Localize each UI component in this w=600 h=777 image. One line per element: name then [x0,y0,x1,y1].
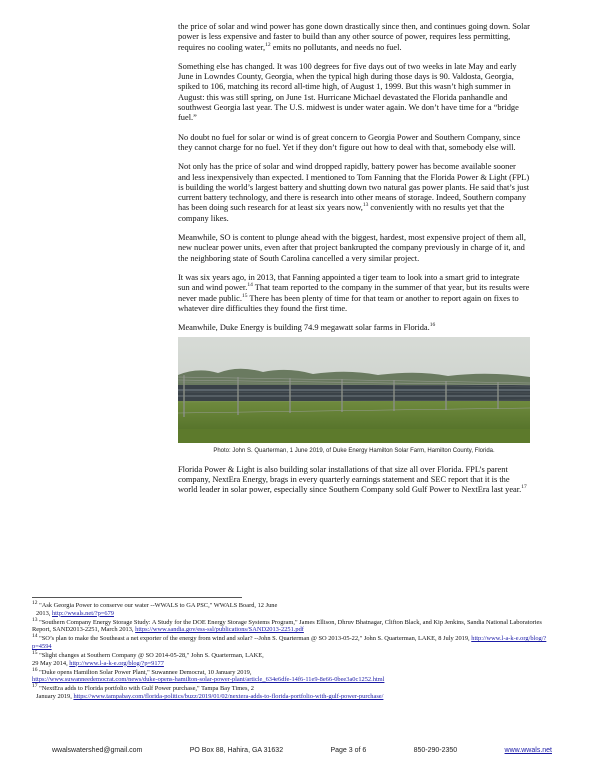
footnote-ref-12[interactable]: 12 [265,41,271,48]
footnote-number: 17 [32,683,38,690]
footnote-link[interactable]: https://www.tampabay.com/florida-politics/buzz/2019/01/02/nextera-adds-to-florida-portfolio-with-gulf-power-purchase/ [73,693,384,701]
paragraph-3: No doubt no fuel for solar or wind is of great concern to Georgia Power and Southern Company, since they cannot charge for no fuel. Yet if they don’t figure out how to deal with that, somebody else will. [178,132,521,152]
footnotes [32,599,562,702]
paragraph-2: Something else has changed. It was 100 degrees for five days out of two weeks in late May and early June in Lowndes County, Georgia, when the typical high during those days is 90. Valdosta, Georgia, spiked to 106, matching its record all-time high, of August 1, 1999. But this wasn’t high summer in August: this was still spring, on June 1st. Hurricane Michael devastated the Florida panhandle and southwest Georgia last year. The U.S. midwest is under water again. We don’t have time for a “bridge fuel.” [178,61,519,123]
footnote-text: "Ask Georgia Power to conserve our water --WWALS to GA PSC," WWALS Board, 12 June [37,602,278,609]
paragraph-5: Meanwhile, SO is content to plunge ahead with the biggest, hardest, most expensive project of them all, new nuclear power units, even after that project bankrupted the company previously in charge of it, and the neighboring state of South Carolina cancelled a very similar project. [178,233,526,263]
footnote-17 [32,685,562,700]
footnote-text: "Southern Company Energy Storage Study: A Study for the DOE Energy Storage Systems Program," James Ellison, Dhruv Bhatnagar, Clifton Black, and Kip Jenkins, Sandia National Laboratories Report, SAND2013-2251, March 2013, [32,618,542,634]
footnote-ref-15[interactable]: 15 [241,292,248,299]
footnote-number: 14 [32,633,38,640]
paragraph-8-text: Florida Power & Light is also building solar installations of that size all over Florida. FPL’s parent company, NextEra Energy, brags in every quarterly earnings statement and SEC report that it is the world leader in solar power, especially since Southern Company sold Gulf Power to NextEra last year. [178,464,522,495]
footnote-text: "Duke opens Hamilton Solar Power Plant," Suwannee Democrat, 10 January 2019, [37,668,252,676]
paragraph-4-end: conveniently with no results yet that the company likes. [178,203,505,223]
footnote-number: 12 [32,599,38,606]
footnote-link[interactable]: http://www.l-a-k-e.org/blog/?p=9177 [69,659,164,667]
footnote-ref-13[interactable]: 13 [362,202,369,209]
footer-address: PO Box 88, Hahira, GA 31632 [189,747,284,754]
footnote-text: "Slight changes at Southern Company @ SO 2014-05-28," John S. Quarterman, LAKE, [37,652,264,660]
photo-figure [178,337,530,456]
footnote-text: 2013, [36,609,52,617]
footnote-text: 29 May 2014, [32,659,70,667]
paragraph-1-end: emits no pollutants, and needs no fuel. [270,42,402,52]
footnote-text: January 2019, [36,693,74,701]
solar-farm-photo [178,337,530,443]
paragraph-4-text: Not only has the price of solar and wind dropped rapidly, battery power has become available sooner and less inexpensively than expected. I mentioned to Tom Fanning that the Florida Power & Light (FPL) is building the world’s largest battery and shutting down two natural gas power plants. He said that’s just current battery technology, and there is research into other means of storage. Indeed, Southern company has been doing such research for at least six years now, [178,162,530,213]
footer-phone: 850-290-2350 [413,747,458,754]
paragraph-4 [178,162,530,224]
footnote-13 [32,616,562,634]
footnote-number: 16 [32,666,38,673]
footnote-link[interactable]: https://www.sandia.gov/ess-ssl/publications/SAND2013-2251.pdf [135,626,304,634]
footnote-ref-17[interactable]: 17 [521,484,527,491]
paragraph-6-c: There has been plenty of time for that team or another to report again on fixes to whatever dire difficulties they found the first time. [178,293,519,313]
footnote-text: "SO’s plan to make the Southeast a net exporter of the energy from wind and solar? --John S. Quarterman @ SO 2013-05-22," John S. Quarterman, LAKE, 8 July 2019, [37,635,472,643]
footnote-link[interactable]: http://wwals.net/?p=679 [51,609,114,617]
paragraph-7 [178,323,530,333]
footnote-number: 15 [32,649,38,656]
footer-website-link[interactable]: www.wwals.net [504,747,552,754]
paragraph-6-a: It was six years ago, in 2013, that Fanning appointed a tiger team to look into a smart grid to integrate sun and wind power. [178,272,520,293]
paragraph-1-text: the price of solar and wind power has gone down drastically since then, and continues going down. Solar power is less expensive and faster to build than any other source of power, requires less permitting, requires no cooling water, [178,22,530,52]
paragraph-6 [178,273,530,314]
footnote-text: "NextEra adds to Florida portfolio with Gulf Power purchase," Tampa Bay Times, 2 [37,685,254,693]
paragraph-1 [178,22,530,53]
footnote-link[interactable]: http://www.l-a-k-e.org/blog/?p=4594 [32,635,547,650]
footnote-separator [32,597,242,598]
body-text [178,22,530,505]
footnote-15 [32,649,562,667]
paragraph-7-text: Meanwhile, Duke Energy is building 74.9 megawatt solar farms in Florida. [178,323,430,333]
footnote-14 [32,635,562,650]
footnote-link[interactable]: https://www.suwanneedemocrat.com/news/duke-opens-hamilton-solar-power-plant/article_634e6dfe-14f6-11e9-8e66-0bee3a0c1252.html [32,676,385,684]
footnote-ref-14[interactable]: 14 [247,282,253,289]
footnote-16 [32,666,562,684]
paragraph-8 [178,465,530,496]
photo-caption: Photo: John S. Quarterman, 1 June 2019, of Duke Energy Hamilton Solar Farm, Hamilton County, Florida. [213,448,495,455]
paragraph-6-b: That team reported to the company in the summer of that year, but its results were never made public. [178,283,530,303]
footnote-ref-16[interactable]: 16 [429,322,436,329]
footnote-number: 13 [32,616,38,623]
footnote-12 [32,599,562,617]
footer-page-number: Page 3 of 6 [330,747,367,754]
footer-email[interactable]: wwalswatershed@gmail.com [52,747,143,754]
page-footer [52,747,552,759]
